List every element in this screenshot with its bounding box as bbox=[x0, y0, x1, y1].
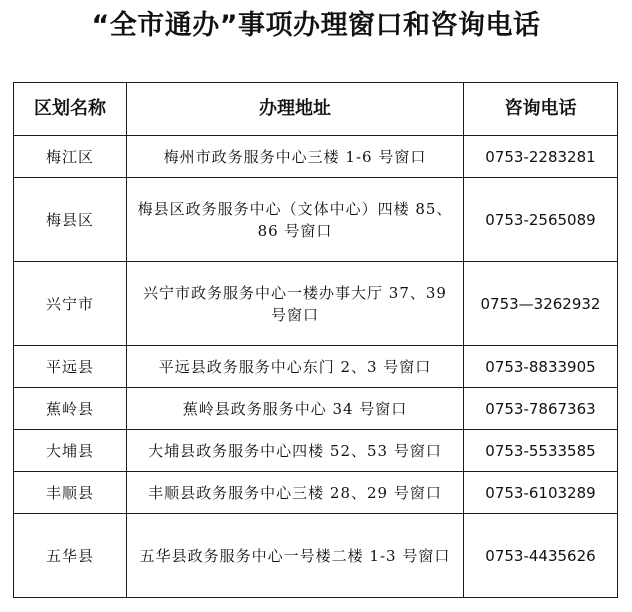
district-cell: 梅县区 bbox=[14, 178, 127, 262]
table-row bbox=[14, 472, 618, 514]
district-cell: 丰顺县 bbox=[14, 472, 127, 514]
address-cell: 梅县区政务服务中心（文体中心）四楼 85、86 号窗口 bbox=[127, 178, 464, 262]
address-cell: 丰顺县政务服务中心三楼 28、29 号窗口 bbox=[127, 472, 464, 514]
address-cell: 大埔县政务服务中心四楼 52、53 号窗口 bbox=[127, 430, 464, 472]
district-cell: 平远县 bbox=[14, 346, 127, 388]
page-title: “全市通办”事项办理窗口和咨询电话 bbox=[91, 10, 541, 41]
table-row bbox=[14, 388, 618, 430]
phone-cell: 0753-5533585 bbox=[464, 430, 618, 472]
table-row bbox=[14, 136, 618, 178]
phone-cell: 0753-2283281 bbox=[464, 136, 618, 178]
phone-cell: 0753-8833905 bbox=[464, 346, 618, 388]
table-row bbox=[14, 430, 618, 472]
header-phone: 咨询电话 bbox=[464, 83, 618, 136]
phone-cell: 0753-4435626 bbox=[464, 514, 618, 598]
address-cell: 兴宁市政务服务中心一楼办事大厅 37、39 号窗口 bbox=[127, 262, 464, 346]
district-cell: 蕉岭县 bbox=[14, 388, 127, 430]
phone-cell: 0753-2565089 bbox=[464, 178, 618, 262]
address-cell: 梅州市政务服务中心三楼 1-6 号窗口 bbox=[127, 136, 464, 178]
phone-cell: 0753-6103289 bbox=[464, 472, 618, 514]
service-window-table bbox=[13, 82, 618, 598]
table-row bbox=[14, 514, 618, 598]
district-cell: 梅江区 bbox=[14, 136, 127, 178]
header-address: 办理地址 bbox=[127, 83, 464, 136]
district-cell: 五华县 bbox=[14, 514, 127, 598]
table-header-row bbox=[14, 83, 618, 136]
header-district: 区划名称 bbox=[14, 83, 127, 136]
phone-cell: 0753-7867363 bbox=[464, 388, 618, 430]
table-row bbox=[14, 178, 618, 262]
district-cell: 大埔县 bbox=[14, 430, 127, 472]
address-cell: 蕉岭县政务服务中心 34 号窗口 bbox=[127, 388, 464, 430]
address-cell: 五华县政务服务中心一号楼二楼 1-3 号窗口 bbox=[127, 514, 464, 598]
table-row bbox=[14, 262, 618, 346]
district-cell: 兴宁市 bbox=[14, 262, 127, 346]
address-cell: 平远县政务服务中心东门 2、3 号窗口 bbox=[127, 346, 464, 388]
table-row bbox=[14, 346, 618, 388]
phone-cell: 0753—3262932 bbox=[464, 262, 618, 346]
